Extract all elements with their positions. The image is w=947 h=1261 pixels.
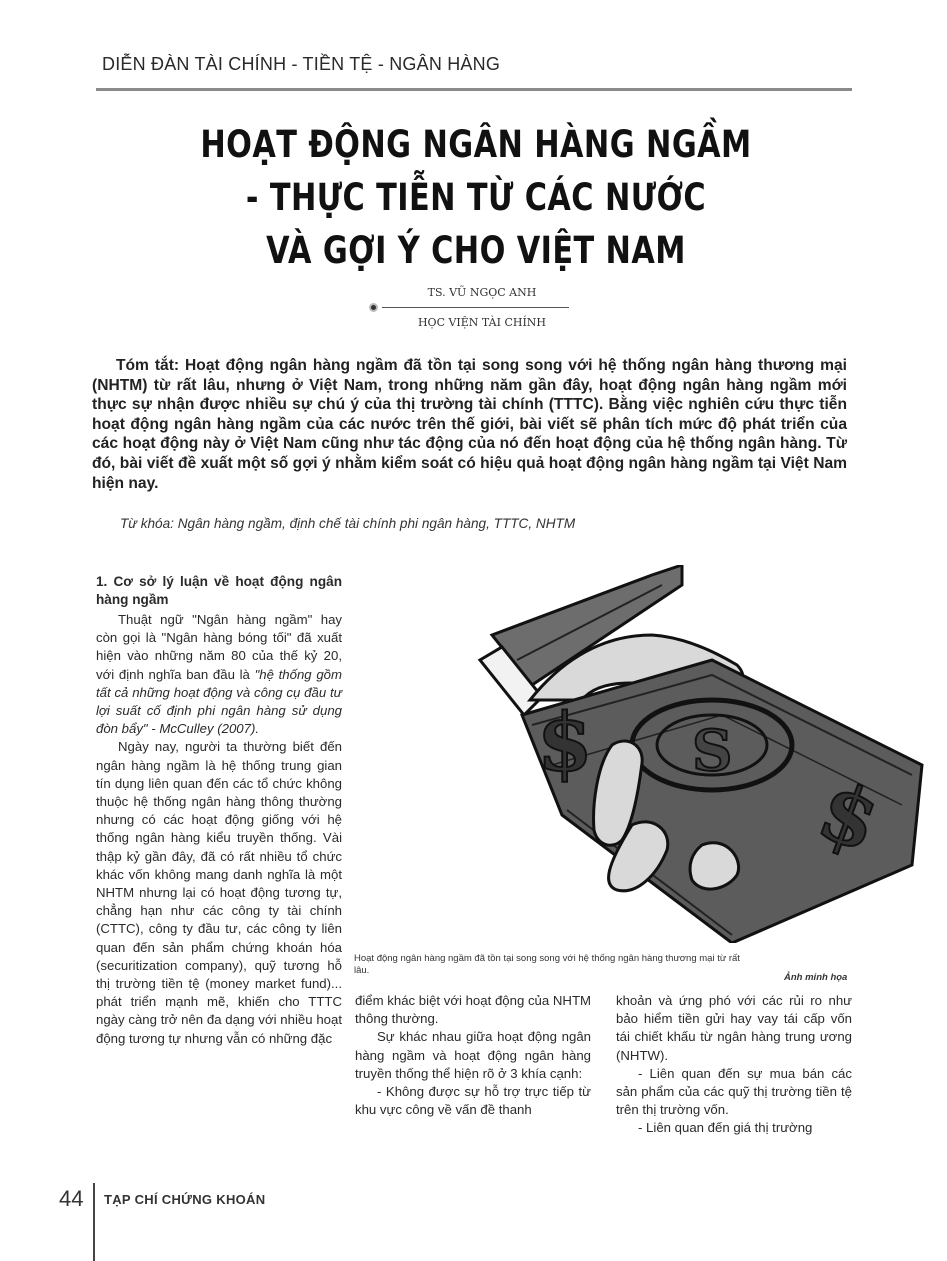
page-number: 44	[59, 1186, 84, 1211]
paragraph: Sự khác nhau giữa hoạt động ngân hàng ngầm và hoạt động ngân hàng truyền thống thể hiện rõ ở 3 khía cạnh:	[355, 1029, 591, 1081]
svg-text:$: $	[537, 695, 593, 789]
section-heading: 1. Cơ sở lý luận về hoạt động ngân hàng ngầm	[96, 574, 342, 607]
author-divider	[382, 307, 569, 308]
section-header: DIỄN ĐÀN TÀI CHÍNH - TIỀN TỆ - NGÂN HÀNG	[102, 54, 501, 74]
column-2	[355, 992, 591, 1119]
svg-text:$: $	[807, 762, 892, 870]
header-rule	[96, 88, 852, 91]
figure-caption: Hoạt động ngân hàng ngầm đã tồn tại song song với hệ thống ngân hàng thương mại từ rất lâu.	[354, 953, 740, 976]
article-title	[168, 118, 785, 277]
paragraph: - Liên quan đến giá thị trường	[638, 1120, 813, 1136]
svg-text:S: S	[692, 718, 733, 784]
paragraph	[96, 611, 342, 738]
footer-rule	[93, 1183, 95, 1261]
column-3	[616, 992, 852, 1138]
author-bullet-icon	[369, 303, 378, 312]
title-line: HOẠT ĐỘNG NGÂN HÀNG NGẦM	[200, 123, 752, 166]
definition-quote: "hệ thống gồm tất cả những hoạt động và công cụ đầu tư lợi suất cố định phi ngân hàng sử dụng đòn bẩy" - McCulley (2007).	[96, 666, 343, 737]
abstract: Tóm tắt: Hoạt động ngân hàng ngầm đã tồn tại song song với hệ thống ngân hàng thương mại (NHTM) từ rất lâu, nhưng ở Việt Nam, trong những năm gần đây, hoạt động ngân hàng ngầm mới thực sự nhận được nhiều sự chú ý của thị trường tài chính (TTTC). Bằng việc nghiên cứu thực tiễn hoạt động ngân hàng ngầm của các nước trên thế giới, bài viết sẽ phân tích mức độ phát triển của các hoạt động này ở Việt Nam cũng như tác động của nó đến hoạt động của hệ thống ngân hàng. Từ đó, bài viết đề xuất một số gợi ý nhằm kiểm soát có hiệu quả hoạt động ngân hàng ngầm tại Việt Nam hiện nay.	[92, 357, 847, 492]
column-1	[96, 573, 342, 1048]
title-line: - THỰC TIỄN TỪ CÁC NƯỚC	[245, 176, 707, 219]
journal-name: TẠP CHÍ CHỨNG KHOÁN	[104, 1192, 266, 1207]
figure-credit: Ảnh minh họa	[784, 972, 848, 983]
title-line: VÀ GỢI Ý CHO VIỆT NAM	[266, 229, 686, 272]
author-name: TS. VŨ NGỌC ANH	[427, 286, 537, 299]
money-stack	[522, 660, 922, 943]
paragraph: Ngày nay, người ta thường biết đến ngân hàng ngầm là hệ thống trung gian tín dụng liên quan đến các tổ chức không thuộc hệ thống ngân hàng thông thường nhưng có các hoạt động giống với hệ thống ngân hàng kiểu truyền thống. Vài thập kỷ gần đây, đã có rất nhiều tổ chức khác vốn không mang danh nghĩa là một NHTM nhưng lại có hoạt động tương tự, chẳng hạn như các công ty tài chính (CTTC), công ty đầu tư, các công ty liên quan đến sản phẩm chứng khoán hóa (securitization company), quỹ tương hỗ thị trường tiền tệ (money market fund)... phát triển mạnh mẽ, khiến cho TTTC ngày càng trở nên đa dạng với nhiều hoạt động tương tự nhưng vẫn có những đặc	[96, 739, 342, 1046]
paragraph: - Liên quan đến sự mua bán các sản phẩm của các quỹ thị trường tiền tệ trên thị trường vốn.	[616, 1065, 852, 1118]
keywords: Từ khóa: Ngân hàng ngầm, định chế tài chính phi ngân hàng, TTTC, NHTM	[120, 516, 576, 531]
hand-holding-money-illustration	[352, 565, 934, 943]
paragraph: - Không được sự hỗ trợ trực tiếp từ khu vực công về vấn đề thanh	[355, 1084, 591, 1118]
paragraph: điểm khác biệt với hoạt động của NHTM thông thường.	[355, 993, 591, 1027]
author-institution: HỌC VIỆN TÀI CHÍNH	[417, 316, 547, 329]
paragraph-text: Thuật ngữ "Ngân hàng ngầm" hay còn gọi là "Ngân hàng bóng tối" đã xuất hiện vào những năm 80 của thế kỷ 20, với định nghĩa ban đầu là	[96, 612, 342, 682]
paragraph: khoản và ứng phó với các rủi ro như bảo hiểm tiền gửi hay vay tái cấp vốn tái chiết khấu từ ngân hàng trung ương (NHTW).	[616, 993, 852, 1063]
